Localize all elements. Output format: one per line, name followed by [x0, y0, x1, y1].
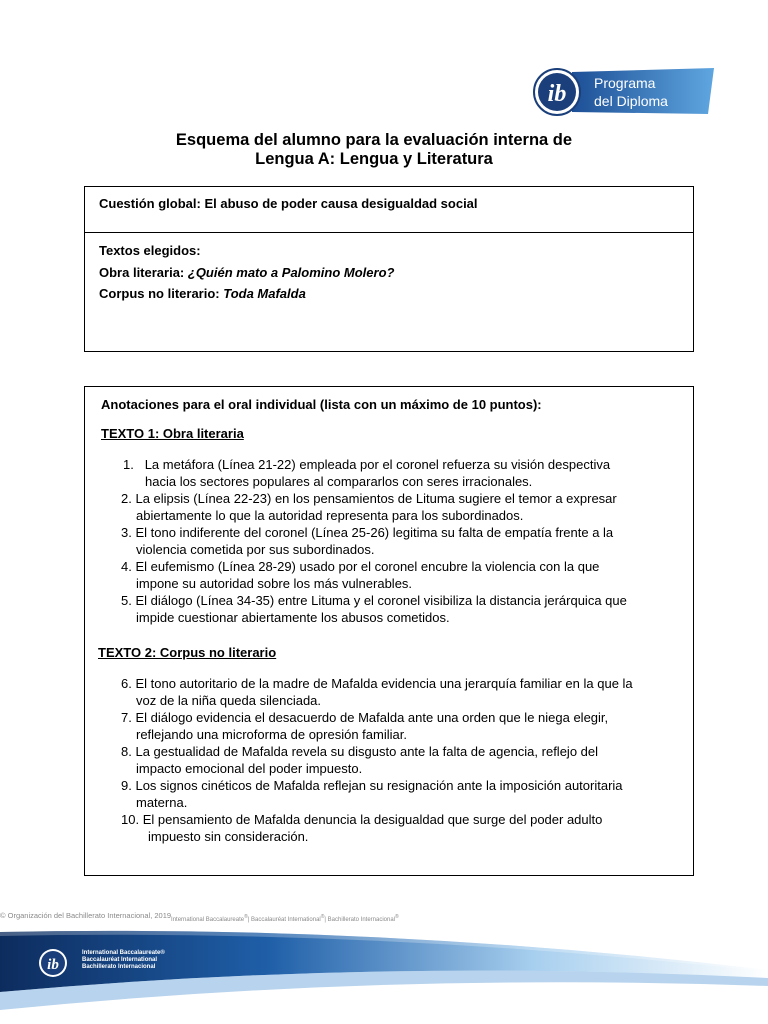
list-item — [121, 490, 617, 524]
annotations-box — [84, 386, 694, 876]
list-item — [121, 524, 613, 558]
logo-line1: Programa — [594, 75, 656, 91]
item-text: El tono autoritario de la madre de Mafalda evidencia una jerarquía familiar en la que la — [135, 676, 633, 691]
item-number: 4. — [121, 559, 132, 574]
corpus-title: Toda Mafalda — [223, 286, 306, 301]
item-text: El tono indiferente del coronel (Línea 25-26) legitima su falta de empatía frente a la — [135, 525, 614, 540]
texts-label: Textos elegidos: — [99, 243, 201, 258]
item-text-cont: hacia los sectores populares al compararlos con seres irracionales. — [145, 474, 533, 489]
item-number: 8. — [121, 744, 132, 759]
brand-bi: | Baccalauréat International — [247, 917, 321, 923]
item-text-cont: voz de la niña queda silenciada. — [136, 693, 322, 708]
item-number: 5. — [121, 593, 132, 608]
item-text: La metáfora (Línea 21-22) empleada por el coronel refuerza su visión despectiva — [144, 457, 611, 472]
selected-texts — [99, 240, 394, 305]
item-number: 6. — [121, 676, 132, 691]
list-item — [121, 709, 608, 743]
list-item — [123, 456, 610, 490]
item-text-cont: violencia cometida por sus subordinados. — [136, 542, 375, 557]
item-text: El eufemismo (Línea 28-29) usado por el coronel encubre la violencia con la que — [135, 559, 600, 574]
brand-ib: International Baccalaureate — [171, 917, 245, 923]
brand-bach: | Bachillerato Internacional — [324, 917, 396, 923]
item-text: El diálogo (Línea 34-35) entre Lituma y el coronel visibiliza la distancia jerárquica que — [135, 593, 627, 608]
literary-work-label: Obra literaria: — [99, 264, 188, 280]
item-text: La elipsis (Línea 22-23) en los pensamientos de Lituma sugiere el temor a expresar — [135, 491, 617, 506]
item-number: 10. — [121, 812, 140, 827]
list-item — [121, 743, 598, 777]
list-item — [121, 777, 623, 811]
literary-work — [99, 262, 394, 284]
global-issue: Cuestión global: El abuso de poder causa desigualdad social — [99, 196, 478, 211]
item-text-cont: impacto emocional del poder impuesto. — [136, 761, 363, 776]
item-number: 3. — [121, 525, 132, 540]
item-text: La gestualidad de Mafalda revela su disgusto ante la falta de agencia, reflejo del — [135, 744, 599, 759]
list-item — [121, 558, 599, 592]
item-text: El pensamiento de Mafalda denuncia la desigualdad que surge del poder adulto — [142, 812, 603, 827]
literary-work-title: ¿Quién mato a Palomino Molero? — [187, 264, 395, 280]
non-literary-corpus — [99, 283, 394, 305]
reg-mark: ® — [244, 914, 248, 920]
annotations-title: Anotaciones para el oral individual (lista con un máximo de 10 puntos): — [101, 397, 542, 412]
page-title — [0, 131, 748, 169]
footer-ib-mark: ib — [47, 957, 59, 973]
item-text-cont: impuesto sin consideración. — [148, 829, 309, 844]
text1-heading: TEXTO 1: Obra literaria — [101, 426, 244, 441]
ib-diploma-logo — [532, 66, 714, 118]
list-item — [121, 592, 627, 626]
list-item — [121, 675, 633, 709]
title-line2: Lengua A: Lengua y Literatura — [255, 150, 493, 168]
item-text-cont: materna. — [136, 795, 188, 810]
banner-line1: International Baccalaureate® — [82, 950, 165, 956]
item-number: 1. — [123, 457, 134, 472]
item-text-cont: impide cuestionar abiertamente los abusos cometidos. — [136, 610, 450, 625]
item-number: 2. — [121, 491, 132, 506]
footer-banner-text — [82, 950, 165, 971]
title-line1: Esquema del alumno para la evaluación interna de — [175, 131, 573, 149]
item-number: 7. — [121, 710, 132, 725]
item-text: Los signos cinéticos de Mafalda reflejan su resignación ante la imposición autoritaria — [135, 778, 623, 793]
text2-heading: TEXTO 2: Corpus no literario — [98, 645, 277, 660]
item-number: 9. — [121, 778, 132, 793]
item-text-cont: impone su autoridad sobre los más vulnerables. — [136, 576, 413, 591]
reg-mark: ® — [320, 914, 325, 920]
info-divider — [85, 232, 693, 233]
banner-line2: Baccalauréat International — [82, 957, 158, 963]
item-text: El diálogo evidencia el desacuerdo de Mafalda ante una orden que le niega elegir, — [135, 710, 609, 725]
copyright-text: © Organización del Bachillerato Internacional, 2019 — [0, 911, 172, 920]
item-text-cont: reflejando una microforma de opresión familiar. — [136, 727, 407, 742]
banner-line3: Bachillerato Internacional — [82, 964, 156, 970]
list-item — [121, 811, 602, 845]
corpus-label: Corpus no literario: — [99, 286, 224, 301]
info-box — [84, 186, 694, 352]
logo-line2: del Diploma — [594, 93, 668, 109]
reg-mark: ® — [395, 914, 399, 920]
item-text-cont: abiertamente lo que la autoridad representa para los subordinados. — [136, 508, 524, 523]
ib-mark: ib — [547, 81, 567, 107]
